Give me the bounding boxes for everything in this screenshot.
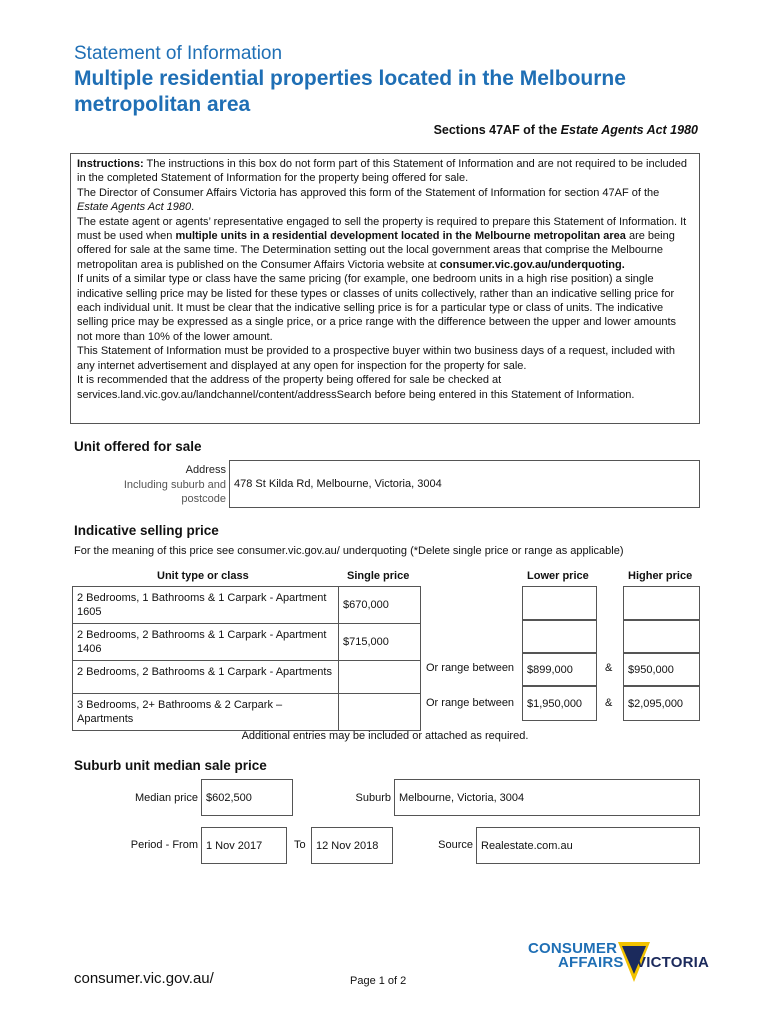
ampersand: &	[605, 697, 613, 709]
range-label: Or range between	[426, 662, 515, 674]
indicative-note: For the meaning of this price see consumer.vic.gov.au/ underquoting (*Delete single price or range as applicable)	[74, 545, 624, 557]
median-price-label: Median price	[135, 792, 198, 804]
table-row	[73, 694, 421, 731]
instructions-p2: The Director of Consumer Affairs Victoria has approved this form of the Statement of Information for section 47AF of the Estate Agents Act 1980.	[77, 186, 660, 214]
address-label-line3: postcode	[181, 493, 226, 505]
col-single-header: Single price	[347, 570, 410, 582]
suburb-label: Suburb	[355, 792, 391, 804]
address-field[interactable]: 478 St Kilda Rd, Melbourne, Victoria, 3004	[229, 460, 700, 508]
col-unit-header: Unit type or class	[157, 570, 249, 582]
logo-line1: CONSUMER	[528, 940, 618, 957]
higher-price-field[interactable]	[623, 620, 700, 653]
sections-act: Estate Agents Act 1980	[560, 123, 698, 137]
table-row	[73, 661, 421, 694]
median-title: Suburb unit median sale price	[74, 758, 267, 773]
instructions-p3: The estate agent or agents’ representative engaged to sell the property is required to prepare this Statement of Information. It must be used when multiple units in a residential development located in the Melbourne metropolitan area are being offered for sale at the same time. The Determination setting out the local government areas that comprise the Melbourne metropolitan area is published on the Consumer Affairs Victoria website at consumer.vic.gov.au/underquoting.	[77, 215, 687, 271]
logo-line2a: AFFAIRS	[558, 954, 624, 971]
sections-reference	[434, 123, 698, 137]
instructions-p6: It is recommended that the address of the property being offered for sale be checked at services.land.vic.gov.au/landchannel/content/addressSearch before being entered in this Statement of Information.	[77, 374, 635, 401]
page-number: Page 1 of 2	[350, 975, 407, 987]
logo-line2b: VICTORIA	[636, 954, 709, 971]
instructions-box	[70, 153, 700, 424]
address-label-line1: Address	[185, 464, 226, 476]
lower-price-field[interactable]	[522, 620, 597, 653]
higher-price-field[interactable]	[623, 586, 700, 620]
page-title-line2: metropolitan area	[74, 93, 251, 116]
instructions-p1: Instructions: The instructions in this box do not form part of this Statement of Information and are not required to be included in the completed Statement of Information for the property being offered for sale.	[77, 158, 688, 185]
period-to-field[interactable]: 12 Nov 2018	[311, 827, 393, 864]
source-field[interactable]: Realestate.com.au	[476, 827, 700, 864]
col-higher-header: Higher price	[628, 570, 693, 582]
page-title-line1: Multiple residential properties located in the Melbourne	[74, 67, 626, 90]
instructions-p5: This Statement of Information must be provided to a prospective buyer within two business days of a request, included with any internet advertisement and displayed at any open for inspection for the property for sale.	[77, 345, 675, 372]
instructions-p4: If units of a similar type or class have the same pricing (for example, one bedroom units in a high rise position) a single indicative selling price may be listed for these types or classes of units collectively, rather than an indicative selling price for each individual unit. It must be clear that the indicative selling price is for a particular type or class of units. The indicative selling price may be expressed as a single price, or a price range with the difference between the upper and lower amounts not more than 10% of the lower amount.	[77, 273, 677, 343]
median-price-field[interactable]: $602,500	[201, 779, 293, 816]
unit-cell[interactable]: 2 Bedrooms, 1 Bathrooms & 1 Carpark - Apartment 1605	[73, 587, 339, 624]
higher-price-field[interactable]: $2,095,000	[623, 686, 700, 721]
ampersand: &	[605, 662, 613, 674]
sections-prefix: Sections 47AF of the	[433, 123, 561, 137]
table-row	[73, 587, 421, 624]
single-price-cell[interactable]	[339, 694, 421, 731]
address-label	[100, 463, 226, 507]
single-price-cell[interactable]: $715,000	[339, 624, 421, 661]
period-to-label: To	[294, 839, 306, 851]
indicative-title: Indicative selling price	[74, 523, 219, 538]
period-from-field[interactable]: 1 Nov 2017	[201, 827, 287, 864]
additional-entries-note: Additional entries may be included or attached as required.	[241, 730, 529, 742]
form-subtitle: Statement of Information	[74, 43, 283, 64]
higher-price-field[interactable]: $950,000	[623, 653, 700, 686]
price-table	[72, 586, 421, 731]
unit-cell[interactable]: 2 Bedrooms, 2 Bathrooms & 1 Carpark - Apartment 1406	[73, 624, 339, 661]
col-lower-header: Lower price	[527, 570, 589, 582]
unit-offered-title: Unit offered for sale	[74, 439, 202, 454]
lower-price-field[interactable]: $1,950,000	[522, 686, 597, 721]
single-price-cell[interactable]	[339, 661, 421, 694]
lower-price-field[interactable]: $899,000	[522, 653, 597, 686]
range-label: Or range between	[426, 697, 515, 709]
source-label: Source	[438, 839, 473, 851]
footer-url[interactable]: consumer.vic.gov.au/	[74, 970, 214, 987]
suburb-field[interactable]: Melbourne, Victoria, 3004	[394, 779, 700, 816]
consumer-affairs-logo	[528, 938, 709, 984]
underquoting-link[interactable]: consumer.vic.gov.au/underquoting.	[439, 258, 625, 271]
unit-cell[interactable]: 2 Bedrooms, 2 Bathrooms & 1 Carpark - Apartments	[73, 661, 339, 694]
page-title	[74, 66, 734, 118]
address-label-line2: Including suburb and	[123, 478, 226, 491]
lower-price-field[interactable]	[522, 586, 597, 620]
table-row	[73, 624, 421, 661]
unit-cell[interactable]: 3 Bedrooms, 2+ Bathrooms & 2 Carpark – Apartments	[73, 694, 339, 731]
single-price-cell[interactable]: $670,000	[339, 587, 421, 624]
period-from-label: Period - From	[130, 839, 198, 851]
